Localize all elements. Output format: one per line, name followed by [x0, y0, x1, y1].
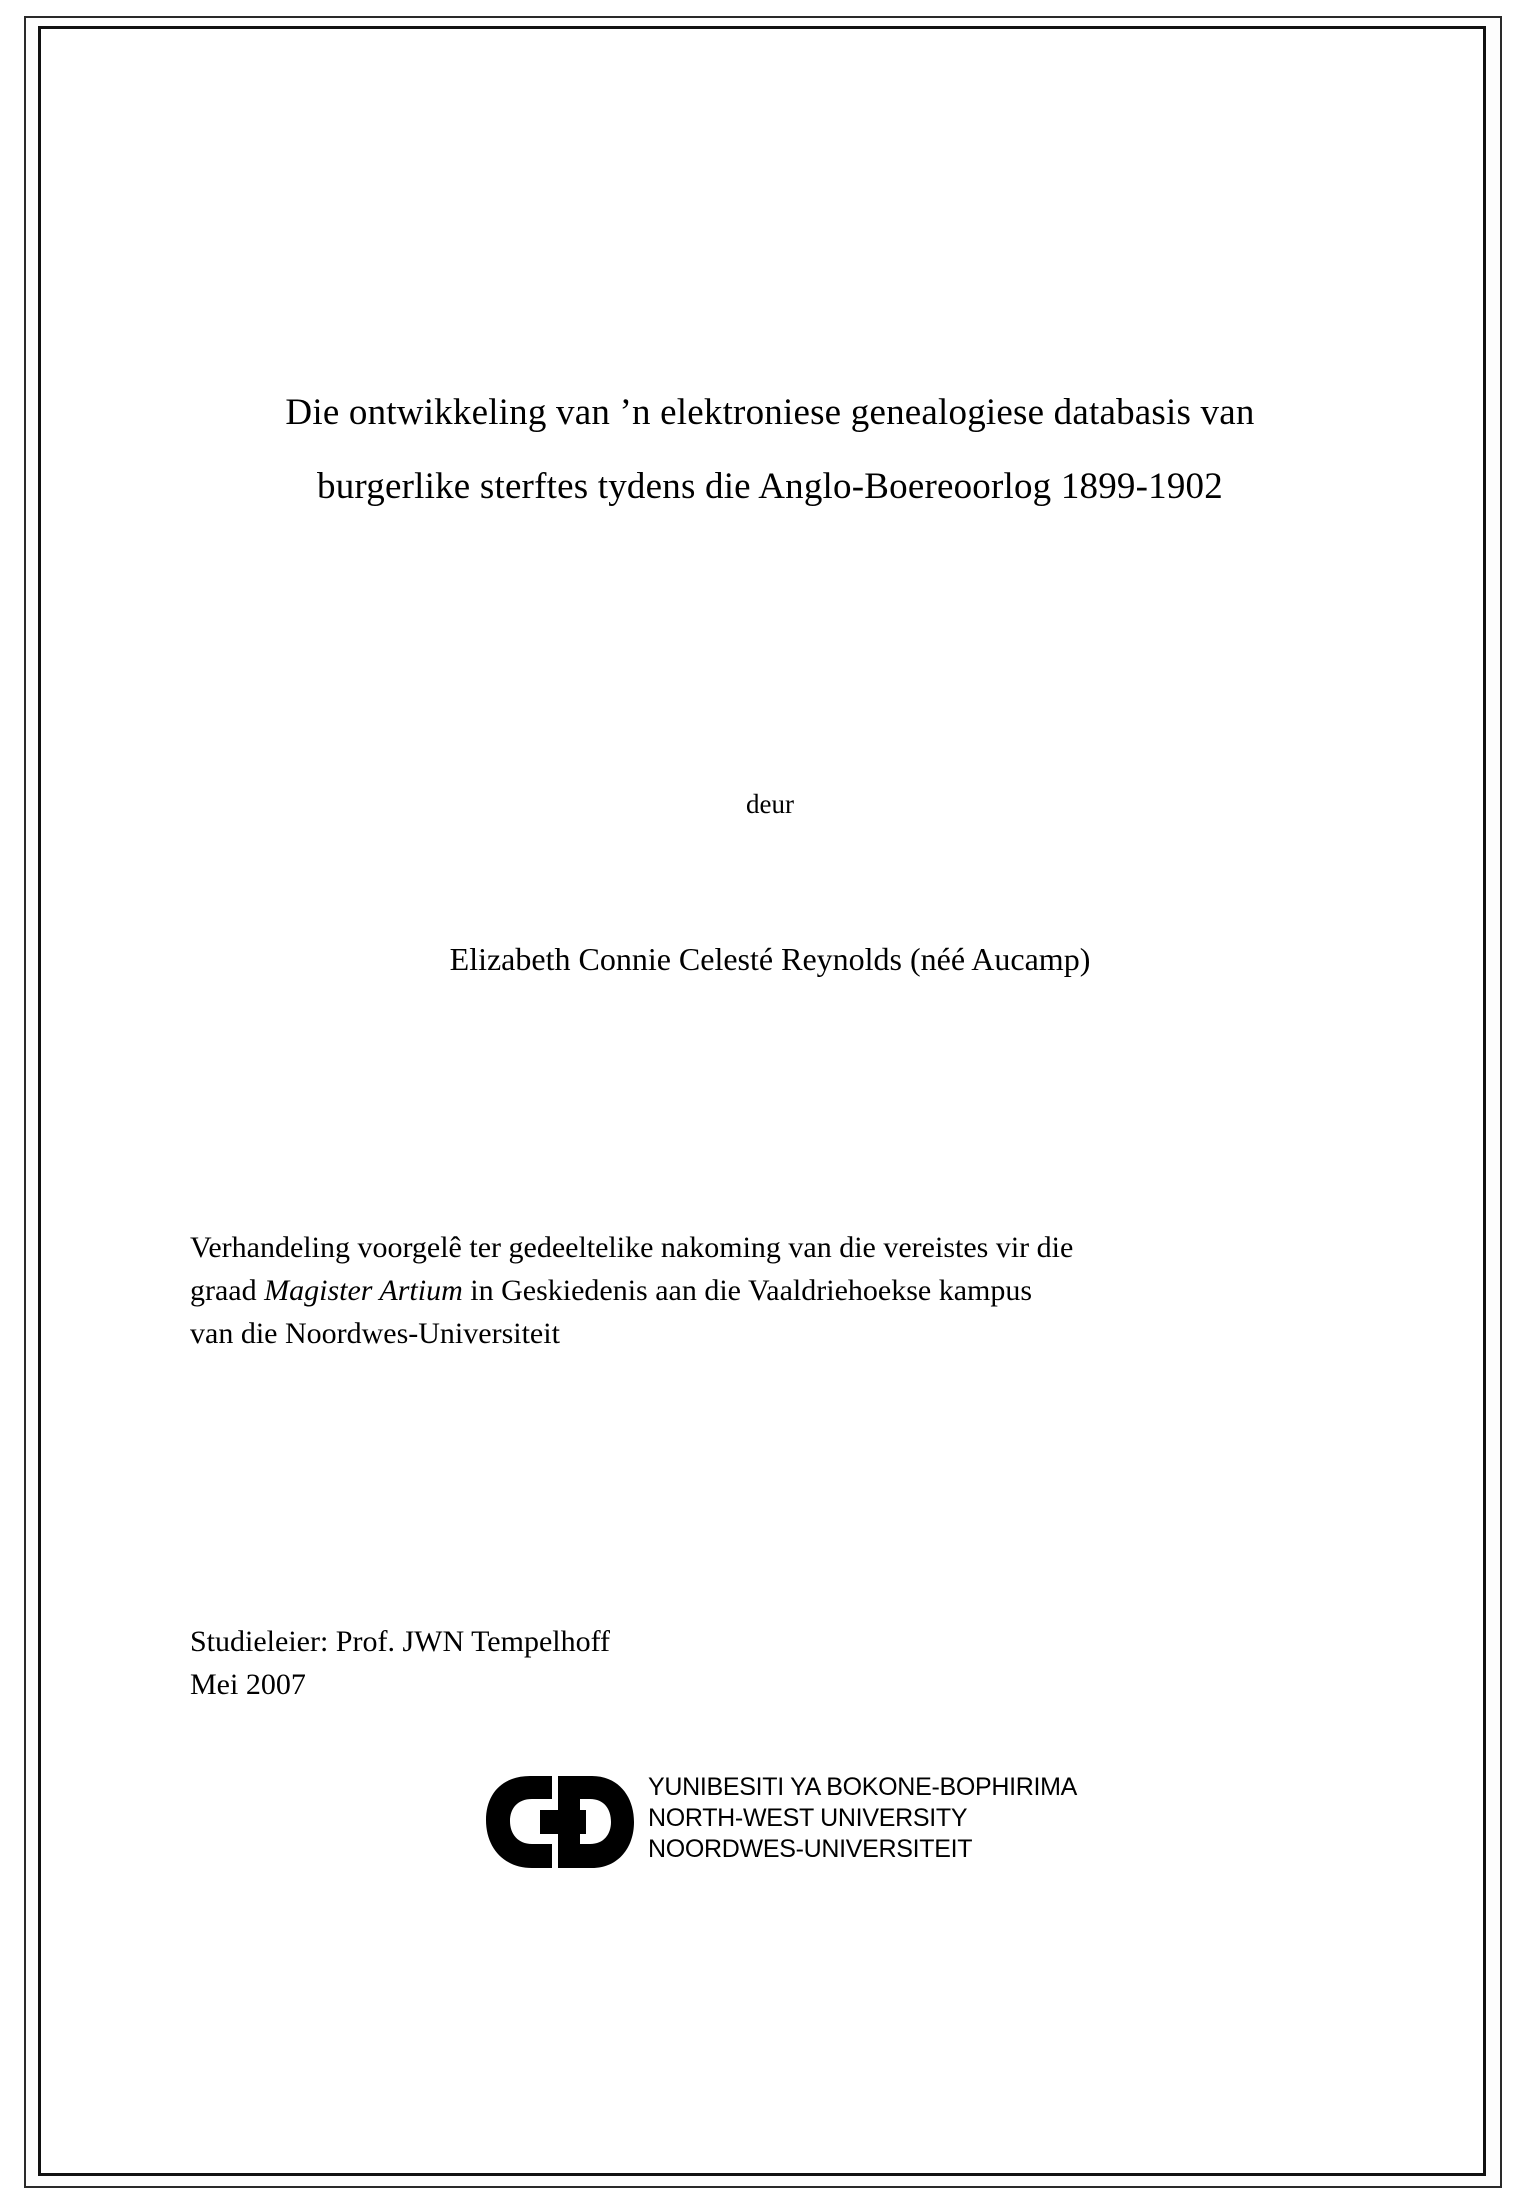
degree-statement-line-2-post: in Geskiedenis aan die Vaaldriehoekse kampus: [462, 1274, 1033, 1307]
page-title: [180, 376, 1360, 524]
university-logo: [480, 1766, 1100, 1886]
logo-text-line-2: NORTH-WEST UNIVERSITY: [648, 1804, 968, 1832]
title-line-2: burgerlike sterftes tydens die Anglo-Boereoorlog 1899-1902: [317, 466, 1223, 507]
logo-text-line-3: NOORDWES-UNIVERSITEIT: [648, 1835, 973, 1863]
by-label: deur: [746, 789, 794, 819]
supervisor-block: [190, 1620, 1090, 1706]
logo-text-block: [648, 1772, 1077, 1865]
nwu-logo-icon: [480, 1770, 640, 1874]
author-name: Elizabeth Connie Celesté Reynolds (néé Aucamp): [449, 941, 1091, 977]
title-line-1: Die ontwikkeling van ’n elektroniese genealogiese databasis van: [285, 392, 1255, 433]
degree-name-italic: Magister Artium: [264, 1274, 463, 1307]
degree-statement-line-1: Verhandeling voorgelê ter gedeeltelike nakoming van die vereistes vir die: [190, 1231, 1074, 1264]
degree-statement-line-2-pre: graad: [190, 1274, 265, 1307]
degree-statement-line-2: [190, 1269, 1350, 1312]
submission-date: Mei 2007: [190, 1668, 306, 1701]
supervisor-name: Studieleier: Prof. JWN Tempelhoff: [190, 1625, 611, 1658]
logo-text-line-1: YUNIBESITI YA BOKONE-BOPHIRIMA: [648, 1773, 1078, 1801]
degree-statement-line-3: van die Noordwes-Universiteit: [190, 1317, 560, 1350]
degree-statement: [190, 1226, 1350, 1355]
title-page-content: [150, 26, 1390, 2176]
